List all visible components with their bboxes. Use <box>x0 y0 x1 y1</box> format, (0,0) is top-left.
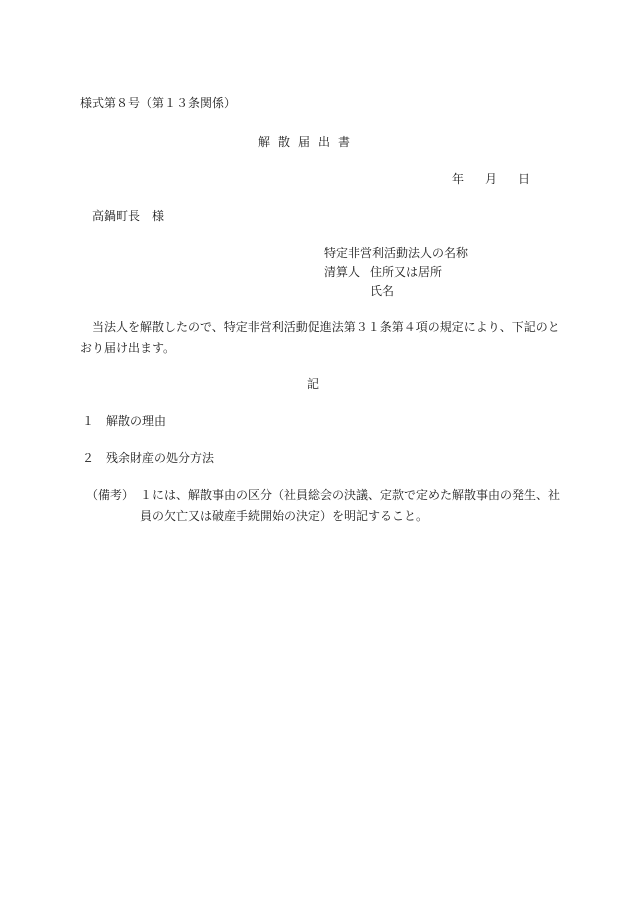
date-line <box>452 172 530 186</box>
list-item-dissolution-reason: １ 解散の理由 <box>82 414 167 428</box>
date-day-label: 日 <box>518 172 531 186</box>
remarks-text-line-2: 員の欠亡又は破産手続開始の決定）を明記すること。 <box>140 509 429 523</box>
liquidator-line <box>324 265 442 279</box>
address-label: 住所又は居所 <box>370 265 443 279</box>
remarks-label: （備考） <box>86 488 135 502</box>
document-title: 解散届出書 <box>258 135 359 149</box>
list-item-asset-disposal: ２ 残余財産の処分方法 <box>82 451 215 465</box>
form-number: 様式第８号（第１３条関係） <box>80 96 237 110</box>
ki-heading: 記 <box>307 377 320 391</box>
org-name-label: 特定非営利活動法人の名称 <box>324 246 469 260</box>
date-year-label: 年 <box>452 172 465 186</box>
remarks-text-line-1: １には、解散事由の区分（社員総会の決議、定款で定めた解散事由の発生、社 <box>140 488 561 502</box>
body-text-line-2: おり届け出ます。 <box>80 341 176 355</box>
name-label: 氏名 <box>370 284 395 298</box>
body-text-line-1: 当法人を解散したので、特定非営利活動促進法第３１条第４項の規定により、下記のと <box>92 320 560 334</box>
date-month-label: 月 <box>485 172 498 186</box>
liquidator-role: 清算人 <box>324 265 361 279</box>
recipient: 高鍋町長 様 <box>92 209 165 223</box>
